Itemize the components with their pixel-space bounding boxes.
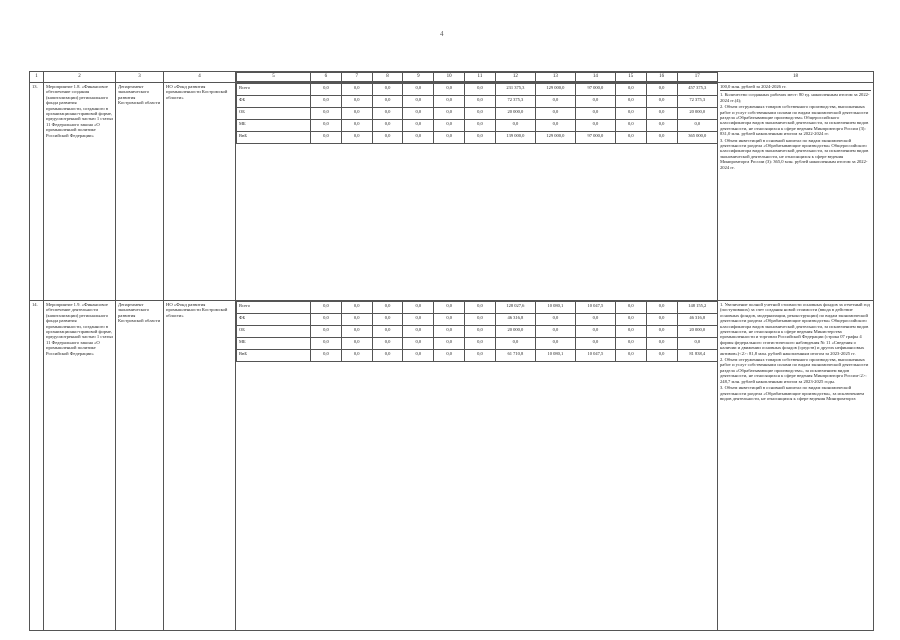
- finance-value: 0,0: [575, 96, 615, 108]
- finance-value: 148 155,2: [677, 302, 717, 314]
- finance-value: 97 000,0: [575, 84, 615, 96]
- finance-value: 0,0: [341, 84, 372, 96]
- finance-value: 129 000,0: [535, 84, 575, 96]
- expected-results: [718, 83, 874, 301]
- finance-value: 0,0: [311, 326, 342, 338]
- col-header: 10: [434, 73, 465, 82]
- finance-value: 0,0: [646, 108, 677, 120]
- finance-value: 0,0: [372, 84, 403, 96]
- result-item: 2. Объем отгруженных товаров собственного производства, выполненных работ и услуг собственными силами по видам экономической деятельности раздела «Обрабатывающие производства», за исключением видов деятельности, не относящихся к сфере ведения Минпромторга России<2>: 248,7 млн. рублей накопленным итогом за 2023-2025 годы.: [720, 357, 869, 384]
- finance-value: 0,0: [615, 314, 646, 326]
- finance-row: [237, 314, 718, 326]
- finance-value: 0,0: [311, 314, 342, 326]
- expected-results: [718, 301, 874, 631]
- finance-cell: [236, 301, 718, 631]
- finance-value: 0,0: [434, 338, 465, 350]
- finance-value: 0,0: [434, 96, 465, 108]
- col-header: 4: [164, 72, 236, 83]
- finance-value: 0,0: [615, 338, 646, 350]
- col-header: 14: [575, 73, 615, 82]
- finance-value: 0,0: [646, 132, 677, 144]
- funding-source: ОБ: [237, 108, 311, 120]
- finance-value: 0,0: [615, 132, 646, 144]
- finance-value: 0,0: [495, 120, 535, 132]
- finance-value: 0,0: [646, 302, 677, 314]
- finance-value: 0,0: [372, 108, 403, 120]
- finance-value: 0,0: [434, 120, 465, 132]
- finance-value: 128 027,6: [495, 302, 535, 314]
- finance-cell: [236, 83, 718, 301]
- finance-value: 20 000,0: [677, 108, 717, 120]
- col-header: 15: [615, 73, 646, 82]
- finance-value: 0,0: [465, 120, 496, 132]
- finance-value: 61 710,8: [495, 350, 535, 362]
- finance-value: 0,0: [341, 108, 372, 120]
- finance-value: 0,0: [535, 120, 575, 132]
- finance-value: 0,0: [311, 96, 342, 108]
- funding-source: МБ: [237, 338, 311, 350]
- finance-value: 0,0: [535, 338, 575, 350]
- finance-value: 0,0: [341, 350, 372, 362]
- finance-value: 231 375,3: [495, 84, 535, 96]
- finance-value: 0,0: [434, 132, 465, 144]
- finance-value: 0,0: [372, 120, 403, 132]
- col-header: 1: [30, 72, 44, 83]
- finance-row: [237, 132, 718, 144]
- finance-value: 0,0: [372, 132, 403, 144]
- finance-value: 0,0: [403, 350, 434, 362]
- finance-value: 0,0: [341, 120, 372, 132]
- finance-value: 0,0: [465, 326, 496, 338]
- finance-value: 0,0: [434, 326, 465, 338]
- finance-row: [237, 350, 718, 362]
- measure-name: Мероприятие 1.8. «Финансовое обеспечение создания (капитализации) регионального фонда развития промышленности, созданного в организационно-правовой форме, предусмотренной частью 1 статьи 11 Федерального закона «О промышленной политике Российской Федерации»: [44, 83, 116, 301]
- finance-value: 0,0: [646, 350, 677, 362]
- finance-value: 97 000,0: [575, 132, 615, 144]
- finance-value: 0,0: [434, 108, 465, 120]
- finance-value: 0,0: [403, 108, 434, 120]
- finance-value: 0,0: [403, 326, 434, 338]
- finance-value: 0,0: [615, 96, 646, 108]
- finance-value: 0,0: [311, 302, 342, 314]
- col-header: 9: [403, 73, 434, 82]
- finance-value: 0,0: [403, 96, 434, 108]
- finance-value: 10 080,1: [535, 302, 575, 314]
- row-number: 14.: [30, 301, 44, 631]
- finance-value: 0,0: [465, 108, 496, 120]
- finance-value: 0,0: [311, 132, 342, 144]
- finance-value: 0,0: [535, 326, 575, 338]
- finance-value: 0,0: [465, 84, 496, 96]
- finance-value: 0,0: [434, 350, 465, 362]
- finance-row: [237, 302, 718, 314]
- col-header: 13: [535, 73, 575, 82]
- result-item: 1. Количество созданных рабочих мест: 80 ед. накопленным итогом за 2022-2024 гг.(4);: [720, 92, 870, 103]
- finance-value: 0,0: [341, 326, 372, 338]
- col-header: 7: [341, 73, 372, 82]
- finance-value: 0,0: [403, 314, 434, 326]
- responsible-executor: Департамент экономического развития Костромской области: [116, 83, 164, 301]
- funding-source: МБ: [237, 120, 311, 132]
- finance-value: 81 838,4: [677, 350, 717, 362]
- finance-value: 0,0: [615, 108, 646, 120]
- finance-value: 0,0: [465, 350, 496, 362]
- funding-source: Всего: [237, 302, 311, 314]
- finance-value: 0,0: [341, 314, 372, 326]
- col-header: 2: [44, 72, 116, 83]
- col-header: 18: [718, 72, 874, 83]
- finance-value: 20 000,0: [495, 108, 535, 120]
- finance-value: 0,0: [403, 132, 434, 144]
- finance-row: [237, 96, 718, 108]
- result-item: 1. Увеличение полной учетной стоимости основных фондов за отчетный год (поступивших) за счет создания новой стоимости (ввода в действие основных фондов, модернизации, реконструкции) по видам экономической деятельности раздела «Обрабатывающие производства» Общероссийского классификатора видов экономической деятельности, за исключением видов деятельности, не относящихся к сфере ведения Министерства промышленности и торговли Российской Федерации (строка 07 графы 4 формы федерального статистического наблюдения № 11 «Сведения о наличии и движении основных фондов (средств) и других нефинансовых активов»)<2>: 81,8 млн. рублей накопленным итогом за 2023-2025 гг.: [720, 302, 870, 356]
- finance-value: 0,0: [372, 338, 403, 350]
- finance-value: 0,0: [403, 84, 434, 96]
- finance-value: 0,0: [615, 302, 646, 314]
- finance-value: 10 047,5: [575, 350, 615, 362]
- finance-value: 20 000,0: [677, 326, 717, 338]
- finance-value: 0,0: [341, 96, 372, 108]
- measure-name: Мероприятие 1.9. «Финансовое обеспечение деятельности (капитализации) регионального фонда развития промышленности, созданного в организационно-правовой форме, предусмотренной частью 1 статьи 11 Федерального закона «О промышленной политике Российской Федерации»: [44, 301, 116, 631]
- participant: НО «Фонд развития промышленности Костромской области»: [164, 301, 236, 631]
- col-header: 12: [495, 73, 535, 82]
- finance-value: 0,0: [372, 326, 403, 338]
- finance-value: 0,0: [311, 84, 342, 96]
- finance-value: 0,0: [372, 96, 403, 108]
- finance-value: 0,0: [403, 338, 434, 350]
- page-number: 4: [440, 30, 444, 38]
- finance-value: 0,0: [372, 350, 403, 362]
- finance-value: 0,0: [403, 302, 434, 314]
- finance-value: 0,0: [311, 338, 342, 350]
- result-item: 3. Объем инвестиций в основной капитал по видам экономической деятельности раздела «Обрабатывающие производства», за исключением видов деятельности, не относящихся к сфере ведения Минпромторга: [720, 385, 865, 401]
- finance-value: 0,0: [403, 120, 434, 132]
- finance-value: 0,0: [372, 314, 403, 326]
- finance-value: 0,0: [535, 314, 575, 326]
- finance-value: 0,0: [646, 96, 677, 108]
- col-header: 3: [116, 72, 164, 83]
- column-number-row: [30, 72, 874, 83]
- finance-row: [237, 108, 718, 120]
- finance-value: 0,0: [646, 84, 677, 96]
- finance-value: 46 316,8: [495, 314, 535, 326]
- finance-value: 0,0: [646, 314, 677, 326]
- finance-value: 0,0: [465, 338, 496, 350]
- row-number: 13.: [30, 83, 44, 301]
- carryover-text: 100,0 млн. рублей за 2024-2026 гг.: [720, 84, 871, 91]
- responsible-executor: Департамент экономического развития Костромской области: [116, 301, 164, 631]
- finance-value: 0,0: [646, 338, 677, 350]
- finance-value: 0,0: [575, 120, 615, 132]
- finance-row: [237, 338, 718, 350]
- funding-source: ВнБ: [237, 132, 311, 144]
- finance-value: 0,0: [646, 326, 677, 338]
- col-header: 8: [372, 73, 403, 82]
- finance-value: 0,0: [646, 120, 677, 132]
- finance-value: 0,0: [677, 120, 717, 132]
- finance-value: 0,0: [341, 338, 372, 350]
- result-item: 3. Объем инвестиций в основной капитал по видам экономической деятельности раздела «Обрабатывающие производства» Общероссийского классификатора видов экономической деятельности, за исключением видов экономической деятельности, не относящихся к сфере ведения Минпромторга России (3): 365,0 млн. рублей накопленным итогом за 2022-2024 гг.: [720, 137, 869, 170]
- finance-value: 0,0: [434, 314, 465, 326]
- finance-value: 0,0: [465, 314, 496, 326]
- col-header: 11: [465, 73, 496, 82]
- table-row: [30, 83, 874, 301]
- finance-value: 0,0: [677, 338, 717, 350]
- finance-row: [237, 120, 718, 132]
- finance-value: 0,0: [311, 108, 342, 120]
- finance-row: [237, 84, 718, 96]
- finance-value: 365 000,0: [677, 132, 717, 144]
- funding-source: ОБ: [237, 326, 311, 338]
- finance-value: 129 000,0: [535, 132, 575, 144]
- finance-value: 0,0: [615, 84, 646, 96]
- finance-col-headers: [236, 72, 718, 83]
- col-header: 17: [677, 73, 717, 82]
- finance-value: 10 080,1: [535, 350, 575, 362]
- participant: НО «Фонд развития промышленности Костромской области»: [164, 83, 236, 301]
- result-item: 2. Объем отгруженных товаров собственного производства, выполненных работ и услуг собственными силами по видам экономической деятельности раздела «Обрабатывающие производства» Общероссийского классификатора видов экономической деятельности, за исключением видов деятельности, не относящихся к сфере ведения Минпромторга России (3): 831,0 млн. рублей накопленным итогом за 2022-2024 гг.: [720, 104, 869, 137]
- finance-value: 0,0: [575, 326, 615, 338]
- finance-value: 0,0: [535, 108, 575, 120]
- finance-value: 0,0: [434, 302, 465, 314]
- finance-value: 0,0: [575, 314, 615, 326]
- finance-value: 0,0: [434, 84, 465, 96]
- funding-source: ФБ: [237, 96, 311, 108]
- funding-source: ВнБ: [237, 350, 311, 362]
- finance-value: 0,0: [535, 96, 575, 108]
- finance-value: 0,0: [341, 302, 372, 314]
- finance-value: 46 316,8: [677, 314, 717, 326]
- finance-value: 0,0: [615, 326, 646, 338]
- finance-value: 0,0: [341, 132, 372, 144]
- funding-source: Всего: [237, 84, 311, 96]
- finance-value: 20 000,0: [495, 326, 535, 338]
- finance-value: 0,0: [311, 350, 342, 362]
- col-header: 16: [646, 73, 677, 82]
- col-header: 5: [237, 73, 311, 82]
- program-table: [29, 71, 874, 631]
- finance-value: 0,0: [495, 338, 535, 350]
- finance-value: 0,0: [615, 350, 646, 362]
- finance-value: 0,0: [372, 302, 403, 314]
- finance-value: 72 375,3: [677, 96, 717, 108]
- finance-value: 0,0: [465, 302, 496, 314]
- col-header: 6: [311, 73, 342, 82]
- finance-value: 0,0: [575, 338, 615, 350]
- finance-value: 0,0: [465, 132, 496, 144]
- finance-value: 0,0: [311, 120, 342, 132]
- finance-row: [237, 326, 718, 338]
- finance-value: 0,0: [465, 96, 496, 108]
- finance-value: 0,0: [575, 108, 615, 120]
- finance-value: 139 000,0: [495, 132, 535, 144]
- finance-value: 10 047,5: [575, 302, 615, 314]
- finance-value: 0,0: [615, 120, 646, 132]
- funding-source: ФБ: [237, 314, 311, 326]
- table-row: [30, 301, 874, 631]
- finance-value: 457 375,3: [677, 84, 717, 96]
- finance-value: 72 375,3: [495, 96, 535, 108]
